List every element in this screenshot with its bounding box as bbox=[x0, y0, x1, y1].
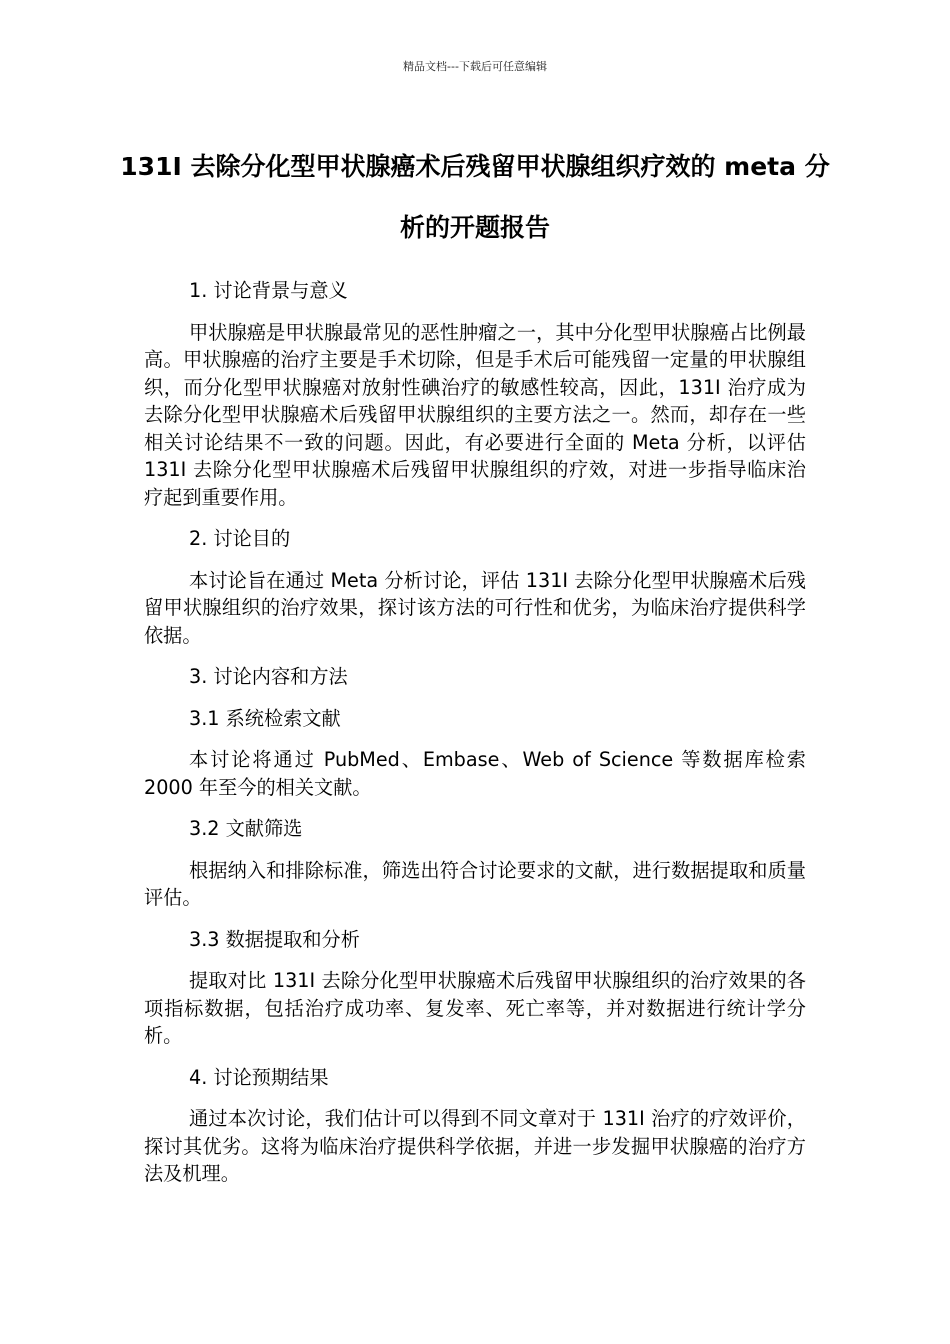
section-heading-3-2: 3.2 文献筛选 bbox=[189, 817, 303, 840]
section-paragraph-3-1: 本讨论将通过 PubMed、Embase、Web of Science 等数据库检索 2000 年至今的相关文献。 bbox=[144, 748, 806, 799]
section-paragraph-3-3: 提取对比 131I 去除分化型甲状腺癌术后残留甲状腺组织的治疗效果的各项指标数据，包括治疗成功率、复发率、死亡率等，并对数据进行统计学分析。 bbox=[144, 969, 806, 1047]
header-note: 精品文档---下载后可任意编辑 bbox=[403, 60, 547, 73]
section-paragraph-2: 本讨论旨在通过 Meta 分析讨论，评估 131I 去除分化型甲状腺癌术后残留甲状腺组织的治疗效果，探讨该方法的可行性和优劣，为临床治疗提供科学依据。 bbox=[144, 568, 806, 647]
section-heading-3-1: 3.1 系统检索文献 bbox=[189, 706, 341, 730]
section-heading-4: 4. 讨论预期结果 bbox=[189, 1065, 329, 1089]
section-heading-3: 3. 讨论内容和方法 bbox=[189, 665, 348, 688]
document-title: 131I 去除分化型甲状腺癌术后残留甲状腺组织疗效的 meta 分析的开题报告 bbox=[120, 152, 830, 242]
section-paragraph-4: 通过本次讨论，我们估计可以得到不同文章对于 131I 治疗的疗效评价，探讨其优劣。这将为临床治疗提供科学依据，并进一步发掘甲状腺癌的治疗方法及机理。 bbox=[144, 1107, 806, 1185]
section-paragraph-1: 甲状腺癌是甲状腺最常见的恶性肿瘤之一，其中分化型甲状腺癌占比例最高。甲状腺癌的治疗主要是手术切除，但是手术后可能残留一定量的甲状腺组织，而分化型甲状腺癌对放射性碘治疗的敏感性较高，因此，131I 治疗成为去除分化型甲状腺癌术后残留甲状腺组织的主要方法之一。然而，却存在一些相关讨论结果不一致的问题。因此，有必要进行全面的 Meta 分析，以评估 131I 去除分化型甲状腺癌术后残留甲状腺组织的疗效，对进一步指导临床治疗起到重要作用。 bbox=[144, 320, 806, 509]
document-body bbox=[144, 277, 806, 1202]
section-heading-3-3: 3.3 数据提取和分析 bbox=[189, 927, 360, 951]
section-heading-1: 1. 讨论背景与意义 bbox=[189, 279, 348, 302]
section-paragraph-3-2: 根据纳入和排除标准，筛选出符合讨论要求的文献，进行数据提取和质量评估。 bbox=[144, 858, 806, 909]
section-heading-2: 2. 讨论目的 bbox=[189, 527, 291, 550]
